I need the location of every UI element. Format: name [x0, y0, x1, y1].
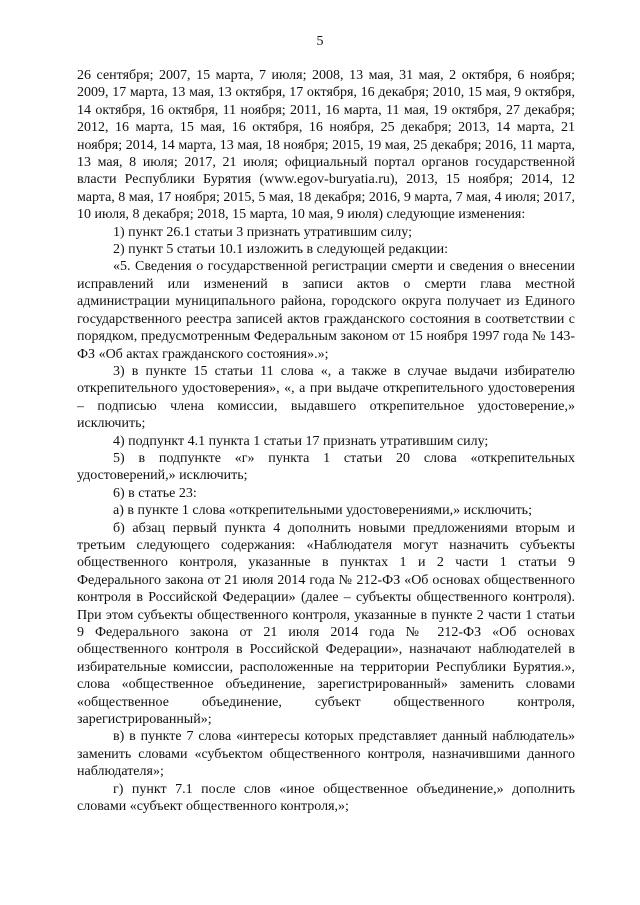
paragraph-subitem-v: в) в пункте 7 слова «интересы которых представляет данный наблюдатель» заменить словами «субъектом общественного контроля, назначившими данного наблюдателя»; [77, 729, 575, 780]
paragraph-subitem-b: б) абзац первый пункта 4 дополнить новыми предложениями вторым и третьим следующего содержания: «Наблюдателя могут назначить субъекты общественного контроля, указанные в пунктах 1 и 2 части 1 статьи 9 Федерального закона от 21 июля 2014 года № 212-ФЗ «Об основах общественного контроля в Российской Федерации» (далее – субъекты общественного контроля). При этом субъекты общественного контроля, указанные в пункте 2 части 1 статьи 9 Федерального закона от 21 июля 2014 года № 212-ФЗ «Об основах общественного контроля в Российской Федерации», назначают наблюдателей в избирательные комиссии, расположенные на территории Республики Бурятия.», слова «общественное объединение, зарегистрированный» заменить словами «общественное объединение, субъект общественного контроля, зарегистрированный»; [77, 520, 575, 728]
page-number: 5 [316, 34, 324, 49]
paragraph-new-wording-5: «5. Сведения о государственной регистрации смерти и сведения о внесении исправлений или изменений в записи актов о смерти глава местной администрации муниципального района, городского округа получает из Единого государственного реестра записей актов гражданского состояния в соответствии с порядком, предусмотренным Федеральным законом от 15 ноября 1997 года № 143-ФЗ «Об актах гражданского состояния».»; [77, 259, 575, 362]
paragraph-item-1: 1) пункт 26.1 статьи 3 признать утратившим силу; [113, 224, 412, 240]
paragraph-item-6: 6) в статье 23: [113, 485, 197, 501]
paragraph-subitem-g: г) пункт 7.1 после слов «иное общественное объединение,» дополнить словами «субъект общественного контроля,»; [77, 781, 575, 815]
paragraph-item-3: 3) в пункте 15 статьи 11 слова «, а также в случае выдачи избирателю открепительного удостоверения», «, а при выдаче открепительного удостоверения – подписью члена комиссии, выдавшего открепительное удостоверение,» исключить; [77, 363, 575, 432]
paragraph-item-5: 5) в подпункте «г» пункта 1 статьи 20 слова «открепительных удостоверений,» исключить; [77, 450, 575, 484]
paragraph-continuation: 26 сентября; 2007, 15 марта, 7 июля; 2008, 13 мая, 31 мая, 2 октября, 6 ноября; 2009, 17 марта, 13 мая, 13 октября, 17 октября, 16 декабря; 2010, 15 мая, 9 октября, 14 октября, 16 октября, 11 ноября; 2011, 16 марта, 11 мая, 19 октября, 27 декабря; 2012, 16 марта, 15 мая, 16 октября, 16 ноября, 25 декабря; 2013, 14 марта, 21 ноября; 2014, 14 марта, 13 мая, 18 ноября; 2015, 19 мая, 25 декабря; 2016, 11 марта, 13 мая, 8 июля; 2017, 21 июля; официальный портал органов государственной власти Республики Бурятия (www.egov-buryatia.ru), 2013, 15 ноября; 2014, 12 марта, 8 мая, 17 ноября; 2015, 5 мая, 18 декабря; 2016, 9 марта, 7 мая, 4 июля; 2017, 10 июля, 8 декабря; 2018, 15 марта, 10 мая, 9 июля) следующие изменения: [77, 68, 575, 223]
paragraph-item-4: 4) подпункт 4.1 пункта 1 статьи 17 признать утратившим силу; [113, 433, 489, 449]
paragraph-item-2: 2) пункт 5 статьи 10.1 изложить в следующей редакции: [113, 242, 449, 258]
document-body [77, 67, 575, 815]
paragraph-subitem-a: а) в пункте 1 слова «открепительными удостоверениями,» исключить; [113, 503, 532, 519]
